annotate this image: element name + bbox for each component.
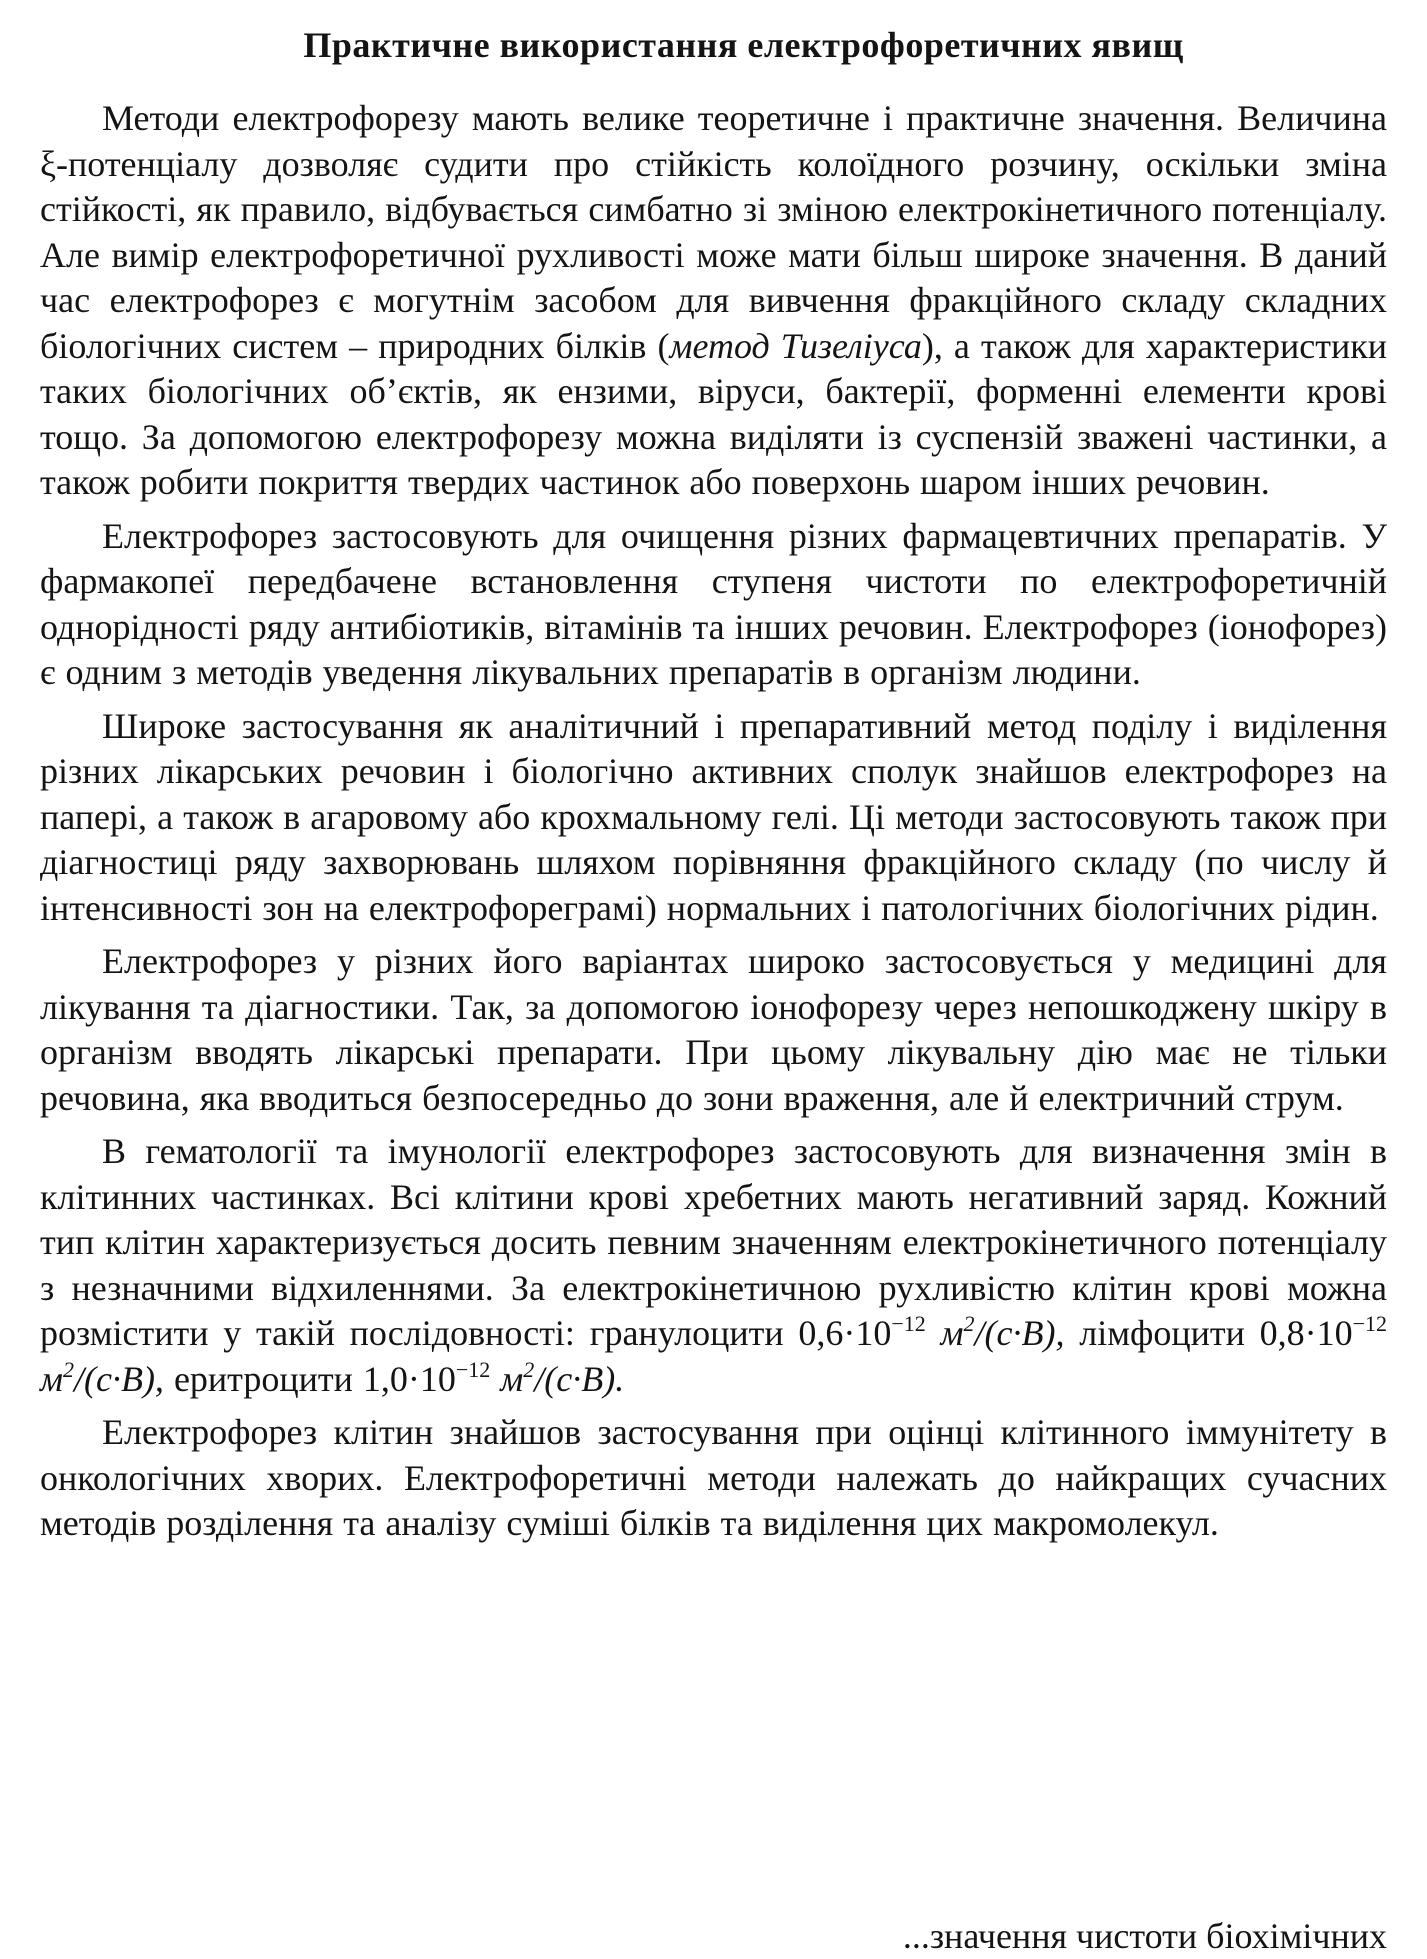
text-run: ), а також для характеристики таких біологічних об’єктів, як ензими, віруси, бактерії, форменні елементи крові тощо. За допомогою електрофорезу можна виділяти із суспензій зважені частинки, а також робити покриття твердих частинок або поверхонь шаром інших речовин. [40, 325, 1387, 502]
truncated-line-text: ...значення чистоти біохімічних [902, 1916, 1387, 1956]
text-run: еритроцити 1,0·10 [163, 1358, 456, 1399]
italic-run: /(с·В). [534, 1358, 625, 1399]
superscript: −12 [891, 1311, 926, 1336]
superscript: −12 [455, 1356, 491, 1382]
truncated-bottom-line [40, 1916, 1387, 1956]
paragraph-4 [40, 939, 1387, 1121]
text-run: Електрофорез клітин знайшов застосування при оцінці клітинного іммунітету в онкологічних хворих. Електрофоретичні методи належать до найкращих сучасних методів розділення та аналізу суміші білків та виділення цих макромолекул. [40, 1412, 1387, 1543]
body-text [40, 96, 1387, 1547]
text-run: В гематології та імунології електрофорез застосовують для визначення змін в клітинних частинках. Всі клітини крові хребетних мають негативний заряд. Кожний тип клітин характеризується досить певним значенням електрокінетичного потенціалу з незначними відхиленнями. За електрокінетичною рухливістю клітин крові можна розмістити у такій послідовності: гранулоцити 0,6·10 [40, 1131, 1387, 1353]
italic-run: метод Тизеліуса [669, 325, 922, 366]
superscript: 2 [62, 1356, 74, 1382]
superscript: 2 [963, 1311, 975, 1336]
text-run: Електрофорез у різних його варіантах широко застосовується у медицині для лікування та діагностики. Так, за допомогою іонофорезу через непошкоджену шкіру в організм вводять лікарські препарати. При цьому лікувальну дію має не тільки речовина, яка вводиться безпосередньо до зони враження, але й електричний струм. [40, 941, 1387, 1118]
paragraph-5 [40, 1129, 1387, 1402]
paragraph-2 [40, 514, 1387, 696]
italic-run: /(с·В), [73, 1358, 164, 1399]
text-run: лімфоцити 0,8·10 [1064, 1313, 1353, 1353]
text-run: Широке застосування як аналітичний і препаративний метод поділу і виділення різних лікарських речовин і біологічно активних сполук знайшов електрофорез на папері, а також в агаровому або крохмальному гелі. Ці методи застосовують також при діагностиці ряду захворювань шляхом порівняння фракційного складу (по числу й інтенсивності зон на електрофореграмі) нормальних і патологічних біологічних рідин. [40, 705, 1387, 928]
paragraph-6 [40, 1410, 1387, 1547]
paragraph-1 [40, 96, 1387, 506]
paragraph-3 [40, 704, 1387, 932]
italic-run: м [940, 1313, 964, 1353]
superscript: 2 [523, 1356, 535, 1382]
italic-run: /(с·В), [974, 1313, 1065, 1353]
text-run [926, 1313, 941, 1353]
text-run [490, 1359, 500, 1399]
superscript: −12 [1352, 1311, 1388, 1336]
page-title: Практичне використання електрофоретичних явищ [303, 25, 1184, 65]
text-run: Електрофорез застосовують для очищення різних фармацевтичних препаратів. У фармакопеї передбачене встановлення ступеня чистоти по електрофоретичній однорідності ряду антибіотиків, вітамінів та інших речовин. Електрофорез (іонофорез) є одним з методів уведення лікувальних препаратів в організм людини. [40, 515, 1387, 692]
text-run: Методи електрофорезу мають велике теоретичне і практичне значення. Величина ξ-потенціалу дозволяє судити про стійкість колоїдного розчину, оскільки зміна стійкості, як правило, відбувається симбатно зі зміною електрокінетичного потенціалу. Але вимір електрофоретичної рухливості може мати більш широке значення. В даний час електрофорез є могутнім засобом для вивчення фракційного складу складних біологічних систем – природних білків ( [40, 98, 1387, 366]
italic-run: м [40, 1358, 63, 1399]
italic-run: м [500, 1358, 524, 1399]
